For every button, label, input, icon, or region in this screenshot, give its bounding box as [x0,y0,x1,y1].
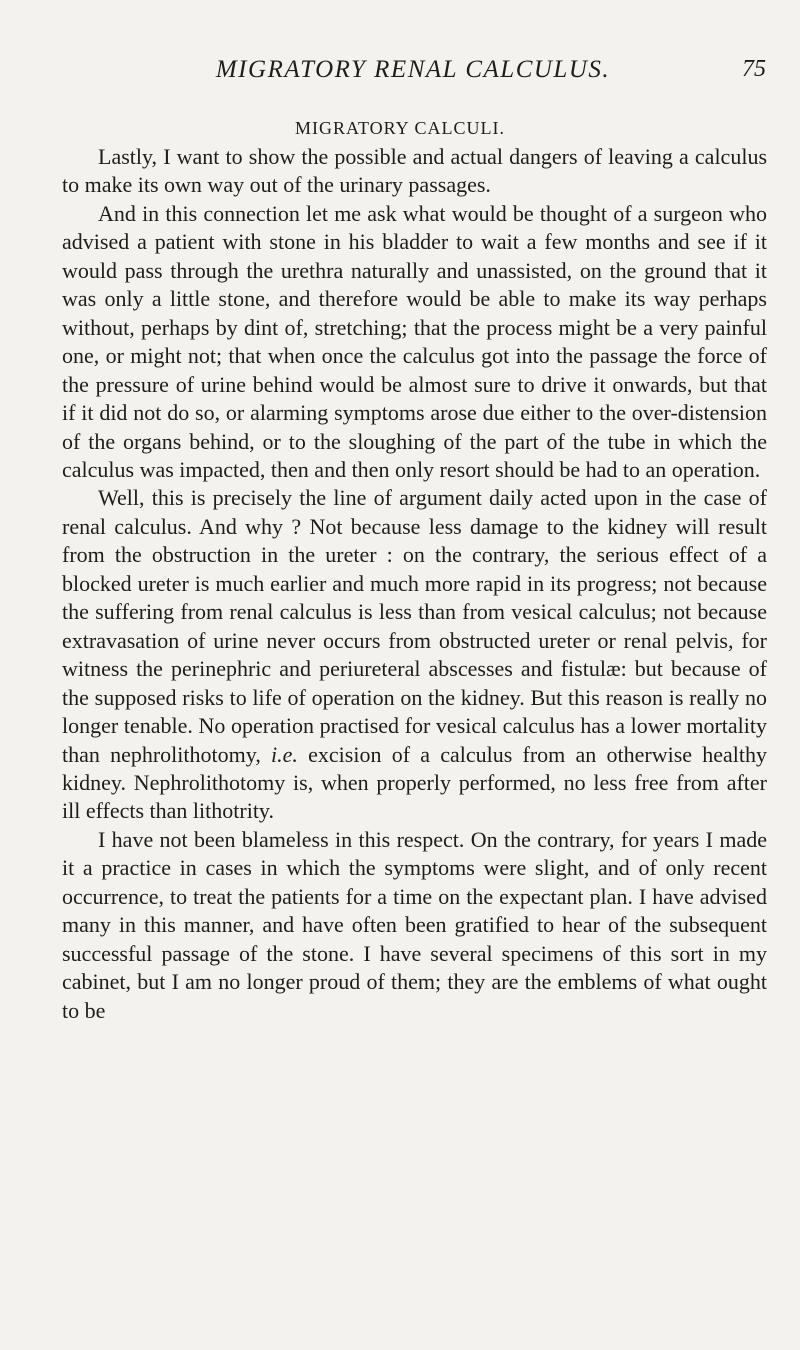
page-number: 75 [742,56,766,82]
paragraph-3-abbreviation: i.e. [271,741,298,767]
paragraph-4: I have not been blameless in this respect. On the contrary, for years I made it a practice in cases in which the symptoms were slight, and of only recent occurrence, to treat the patients for a time on the expectant plan. I have advised many in this manner, and have often been gratified to hear of the subsequent successful passage of the stone. I have several specimens of this sort in my cabinet, but I am no longer proud of them; they are the emblems of what ought to be [62,826,767,1023]
running-title: MIGRATORY RENAL CALCULUS. [215,56,611,83]
body-text [62,143,767,1025]
running-head [60,56,766,96]
paragraph-3-text-b: excision of a calculus from an otherwise healthy kidney. Nephrolithotomy is, when properly performed, no less free from after ill effects than lithotrity. [62,741,767,824]
paragraph-2: And in this connection let me ask what would be thought of a surgeon who advised a patient with stone in his bladder to wait a few months and see if it would pass through the urethra naturally and unassisted, on the ground that it was only a little stone, and therefore would be able to make its way perhaps without, perhaps by dint of, stretching; that the process might be a very painful one, or might not; that when once the calculus got into the passage the force of the pressure of urine behind would be almost sure to drive it onwards, but that if it did not do so, or alarming symptoms arose due either to the over-distension of the organs behind, or to the sloughing of the part of the tube in which the calculus was impacted, then and then only resort should be had to an operation. [62,200,767,482]
section-heading: MIGRATORY CALCULI. [294,118,505,138]
paragraph-1: Lastly, I want to show the possible and actual dangers of leaving a calculus to make its own way out of the urinary passages. [62,144,767,198]
paragraph-3-text-a: Well, this is precisely the line of argument daily acted upon in the case of renal calculus. And why ? Not because less damage to the kidney will result from the obstruction in the ureter : on the contrary, the serious effect of a blocked ureter is much earlier and much more rapid in its progress; not because the suffering from renal calculus is less than from vesical calculus; not because extravasation of urine never occurs from obstructed ureter or renal pelvis, for witness the perinephric and periureteral abscesses and fistulæ: but because of the supposed risks to life of operation on the kidney. But this reason is really no longer tenable. No operation practised for vesical calculus has a lower mortality than nephrolithotomy, [62,485,767,767]
paragraph-3 [62,484,767,825]
